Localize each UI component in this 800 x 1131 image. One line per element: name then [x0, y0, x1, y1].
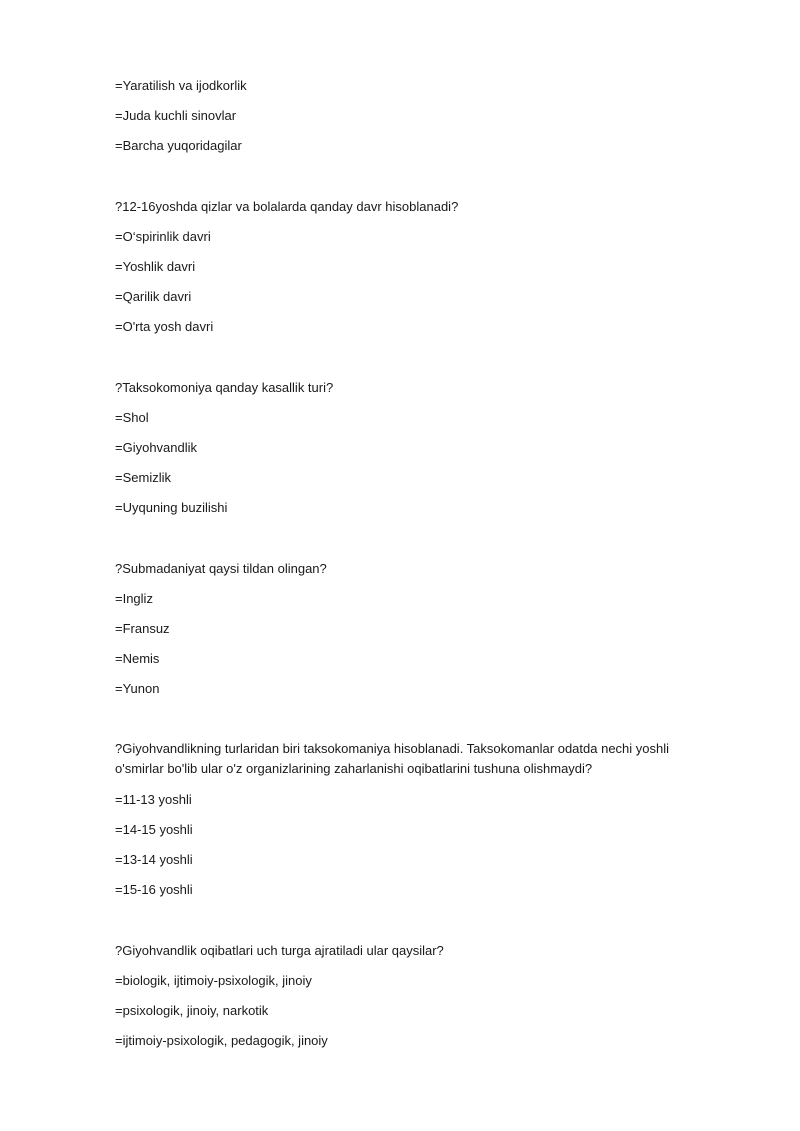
answer-option: =Giyohvandlik	[115, 440, 198, 455]
answer-option: =15-16 yoshli	[115, 882, 193, 897]
answer-option: =Shol	[115, 410, 149, 425]
answer-option: =Nemis	[115, 651, 160, 666]
answer-option: =O'rta yosh davri	[115, 319, 214, 334]
answer-option: =11-13 yoshli	[115, 792, 192, 807]
answer-option: =O‘spirinlik davri	[115, 229, 211, 244]
answer-option: =Yaratilish va ijodkorlik	[115, 78, 247, 93]
answer-option: =biologik, ijtimoiy-psixologik, jinoiy	[115, 973, 312, 988]
answer-option: =psixologik, jinoiy, narkotik	[115, 1003, 269, 1018]
answer-option: =13-14 yoshli	[115, 852, 193, 867]
answer-option: =Barcha yuqoridagilar	[115, 138, 242, 153]
answer-option: =14-15 yoshli	[115, 822, 193, 837]
answer-option: =Yunon	[115, 681, 160, 696]
question-text: ?Giyohvandlikning turlaridan biri taksokomaniya hisoblanadi. Taksokomanlar odatda nechi yoshli o'smirlar bo'lib ular o'z organizlarining zaharlanishi oqibatlarini tushuna olishmaydi?	[115, 741, 670, 776]
question-text: ?Giyohvandlik oqibatlari uch turga ajratiladi ular qaysilar?	[115, 943, 444, 958]
answer-option: =Uyquning buzilishi	[115, 500, 228, 515]
answer-option: =ijtimoiy-psixologik, pedagogik, jinoiy	[115, 1033, 328, 1048]
question-text: ?Submadaniyat qaysi tildan olingan?	[115, 561, 327, 576]
answer-option: =Yoshlik davri	[115, 259, 196, 274]
answer-option: =Fransuz	[115, 621, 170, 636]
answer-option: =Juda kuchli sinovlar	[115, 108, 237, 123]
answer-option: =Ingliz	[115, 591, 153, 606]
question-text: ?Taksokomoniya qanday kasallik turi?	[115, 380, 334, 395]
answer-option: =Semizlik	[115, 470, 171, 485]
answer-option: =Qarilik davri	[115, 289, 192, 304]
question-text: ?12-16yoshda qizlar va bolalarda qanday davr hisoblanadi?	[115, 199, 459, 214]
